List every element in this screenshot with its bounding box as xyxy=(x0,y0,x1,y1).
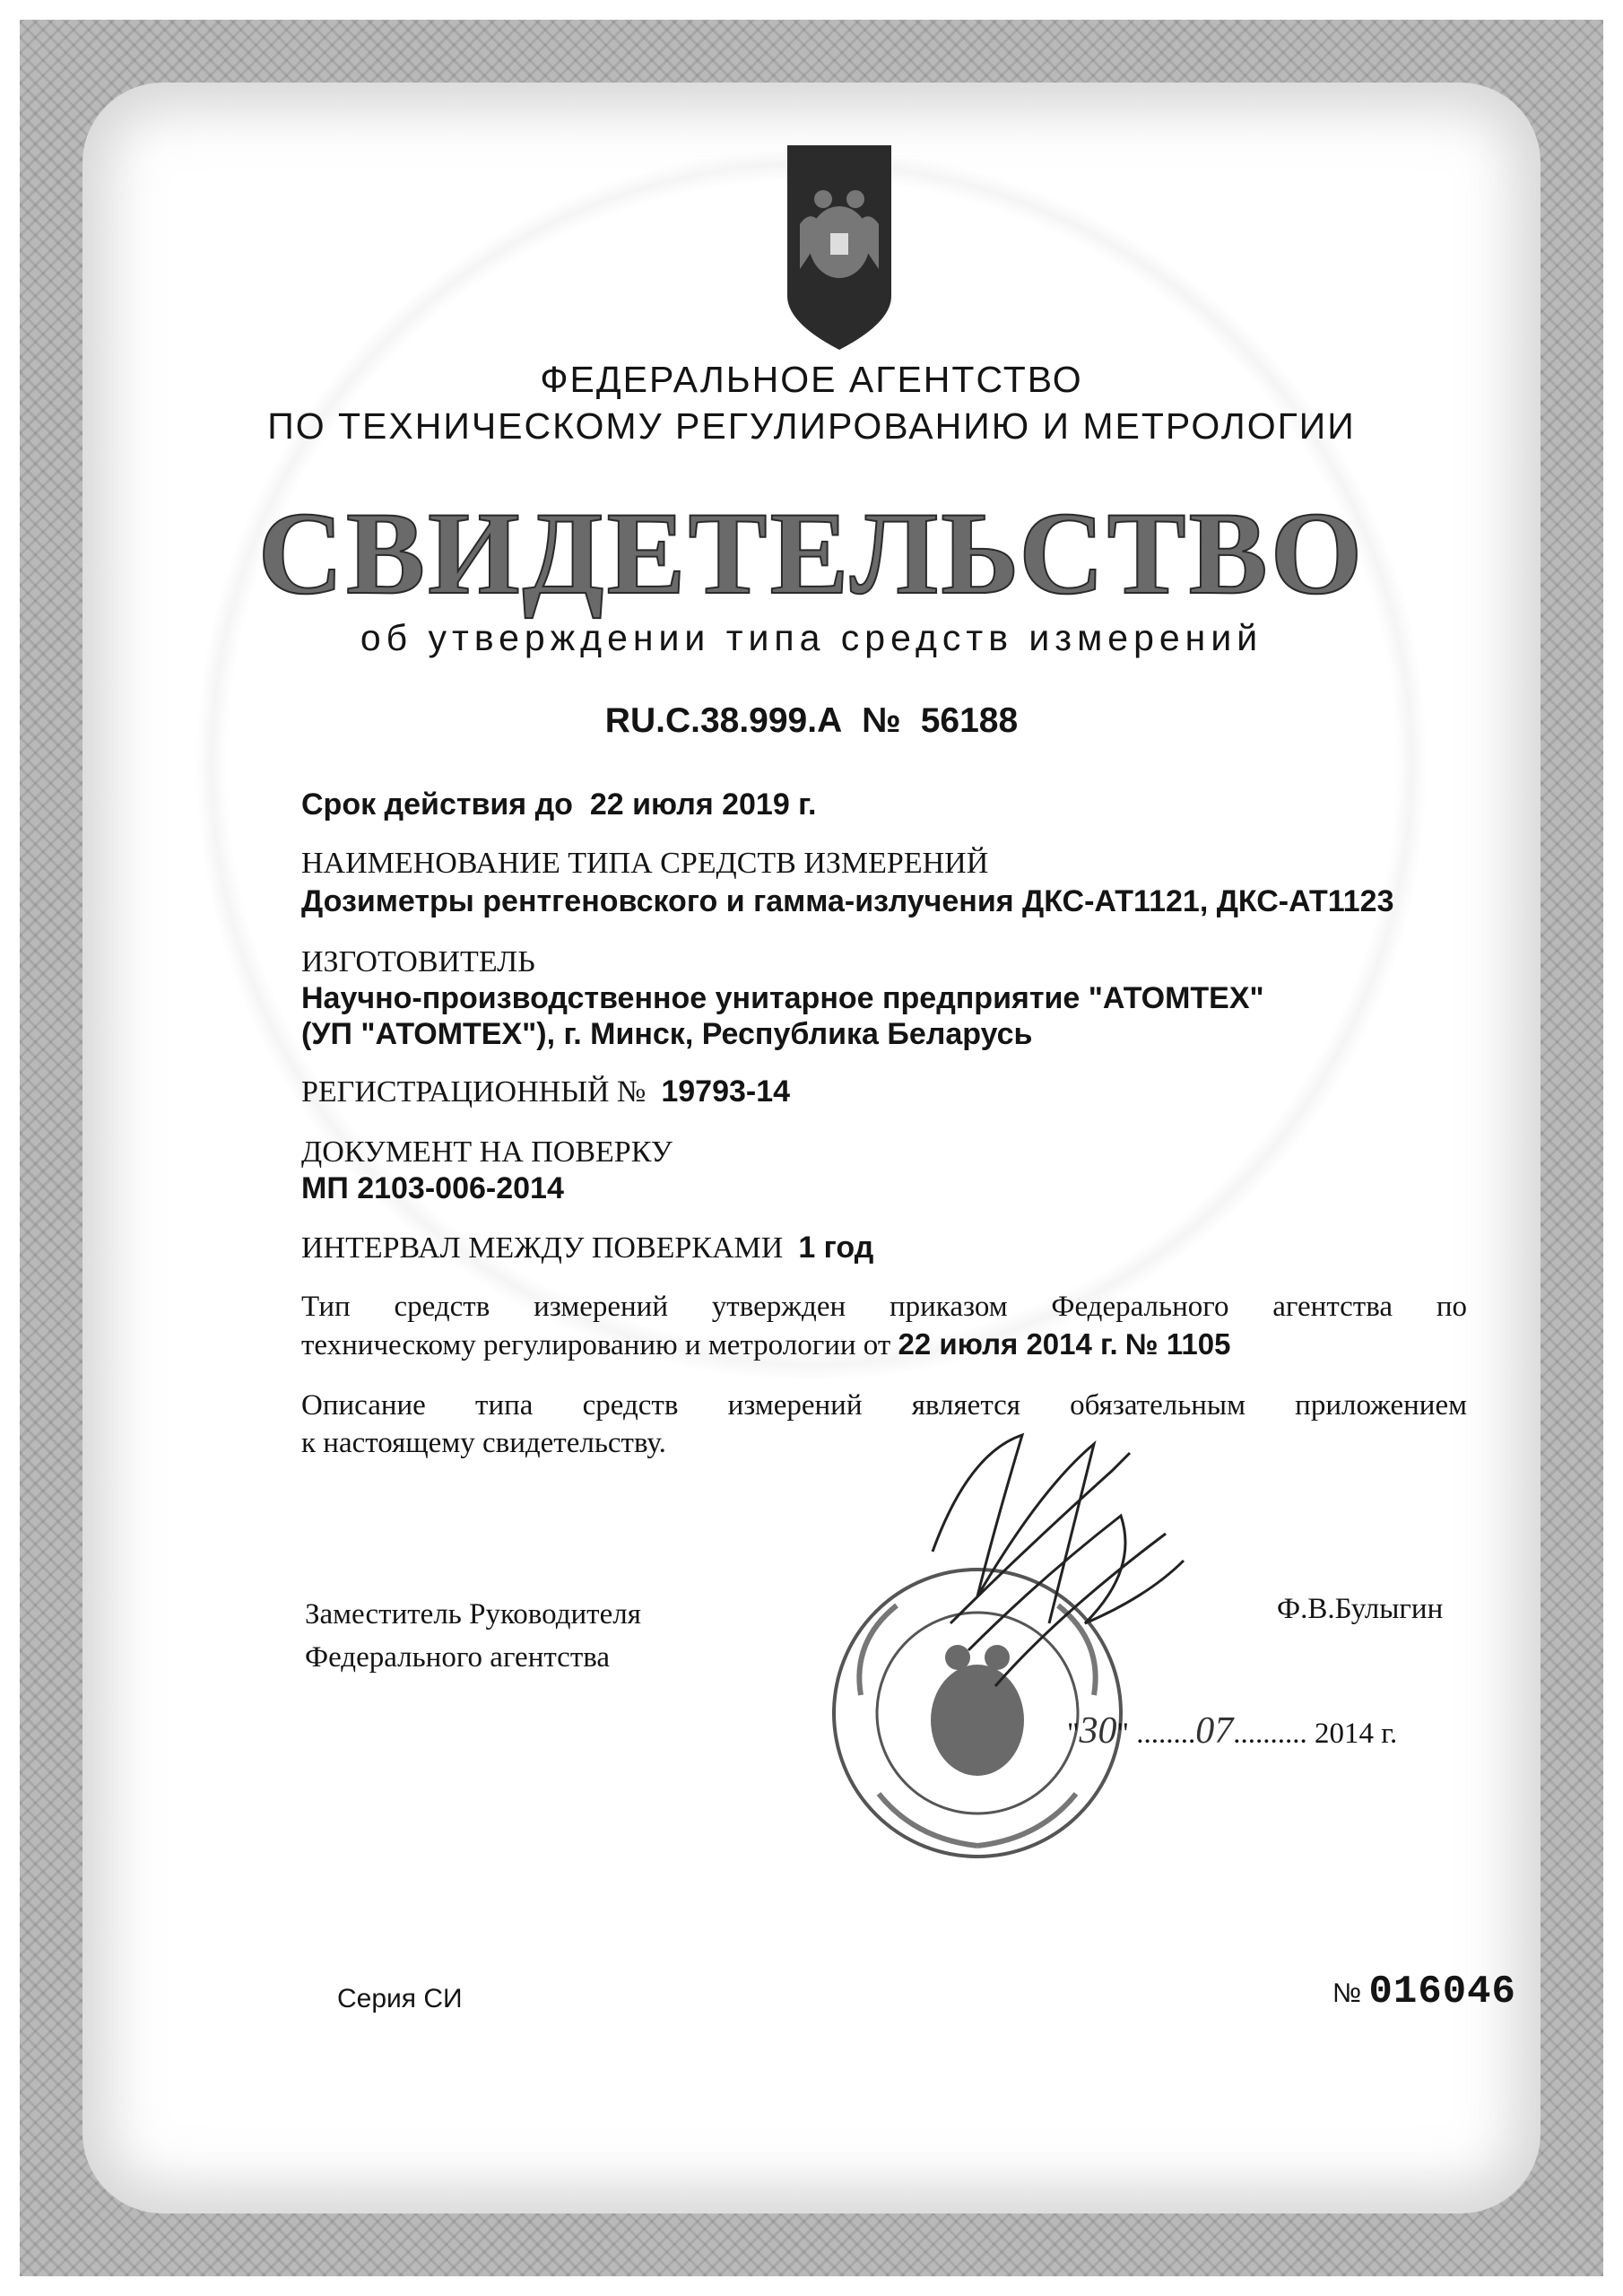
verification-doc-value: МП 2103-006-2014 xyxy=(301,1171,564,1205)
description-note xyxy=(301,1387,1467,1462)
registration-value: 19793-14 xyxy=(661,1074,791,1109)
type-name-label: НАИМЕНОВАНИЕ ТИПА СРЕДСТВ ИЗМЕРЕНИЙ xyxy=(301,847,989,880)
approval-date: 22 июля 2014 г. xyxy=(898,1327,1118,1361)
certificate-number-sign: № xyxy=(862,701,901,740)
approval-paragraph xyxy=(301,1288,1467,1364)
verification-doc-value-row xyxy=(301,1170,564,1208)
interval-value: 1 год xyxy=(798,1231,874,1265)
interval-label: ИНТЕРВАЛ МЕЖДУ ПОВЕРКАМИ xyxy=(301,1231,784,1265)
signatory-position xyxy=(305,1593,641,1679)
certificate-code: RU.C.38.999.A xyxy=(604,701,843,740)
approval-line2-prefix: техническому регулированию и метрологии от xyxy=(301,1329,891,1361)
serial-number-value: 016046 xyxy=(1368,1970,1516,2014)
verification-doc-label: ДОКУМЕНТ НА ПОВЕРКУ xyxy=(301,1135,673,1169)
certificate-number xyxy=(179,701,1444,741)
type-name-value-row xyxy=(301,883,1394,921)
interval-row xyxy=(301,1229,873,1267)
certificate-number-value: 56188 xyxy=(920,701,1019,740)
manufacturer-line1: Научно-производственное унитарное предприятие "АТОМТЕХ" xyxy=(301,981,1264,1015)
type-name-value: Дозиметры рентгеновского и гамма-излучения ДКС-АТ1121, ДКС-АТ1123 xyxy=(301,884,1394,918)
description-line1: Описание типа средств измерений является обязательным приложением xyxy=(301,1389,1467,1422)
signing-year: 2014 г. xyxy=(1314,1718,1398,1750)
coat-of-arms-icon xyxy=(785,144,893,352)
description-line2: к настоящему свидетельству. xyxy=(301,1427,666,1459)
signatory-position-line2: Федерального агентства xyxy=(305,1641,611,1674)
approval-line2 xyxy=(301,1326,1467,1364)
validity-date: 22 июля 2019 г. xyxy=(589,787,817,822)
approval-line1: Тип средств измерений утвержден приказом Федерального агентства по xyxy=(301,1291,1467,1323)
agency-name-line2: ПО ТЕХНИЧЕСКОМУ РЕГУЛИРОВАНИЮ И МЕТРОЛОГИИ xyxy=(267,405,1356,447)
manufacturer-line1-row xyxy=(301,979,1264,1018)
signing-day: 30 xyxy=(1079,1710,1117,1752)
manufacturer-line2: (УП "АТОМТЕХ"), г. Минск, Республика Беларусь xyxy=(301,1017,1033,1051)
series-label: Серия СИ xyxy=(337,1984,463,2013)
document-title: СВИДЕТЕЛЬСТВО xyxy=(257,487,1366,619)
approval-order: № 1105 xyxy=(1124,1327,1231,1361)
validity-row xyxy=(301,786,816,823)
manufacturer-line2-row xyxy=(301,1015,1032,1054)
signing-month: 07 xyxy=(1195,1710,1234,1752)
agency-name-line1: ФЕДЕРАЛЬНОЕ АГЕНТСТВО xyxy=(540,359,1083,400)
manufacturer-label: ИЗГОТОВИТЕЛЬ xyxy=(301,945,535,978)
signing-date: "30" ........07.......... 2014 г. xyxy=(1067,1710,1398,1752)
signatory-position-line1: Заместитель Руководителя xyxy=(305,1598,641,1631)
registration-label: РЕГИСТРАЦИОННЫЙ № xyxy=(301,1075,647,1109)
serial-number xyxy=(1332,1970,1516,2014)
registration-row xyxy=(301,1073,790,1111)
validity-label: Срок действия до xyxy=(301,787,573,822)
serial-number-sign: № xyxy=(1332,1979,1362,2008)
signatory-name: Ф.В.Булыгин xyxy=(1277,1593,1444,1625)
signature-mark xyxy=(915,1417,1202,1740)
document-subtitle: об утверждении типа средств измерений xyxy=(360,617,1263,658)
